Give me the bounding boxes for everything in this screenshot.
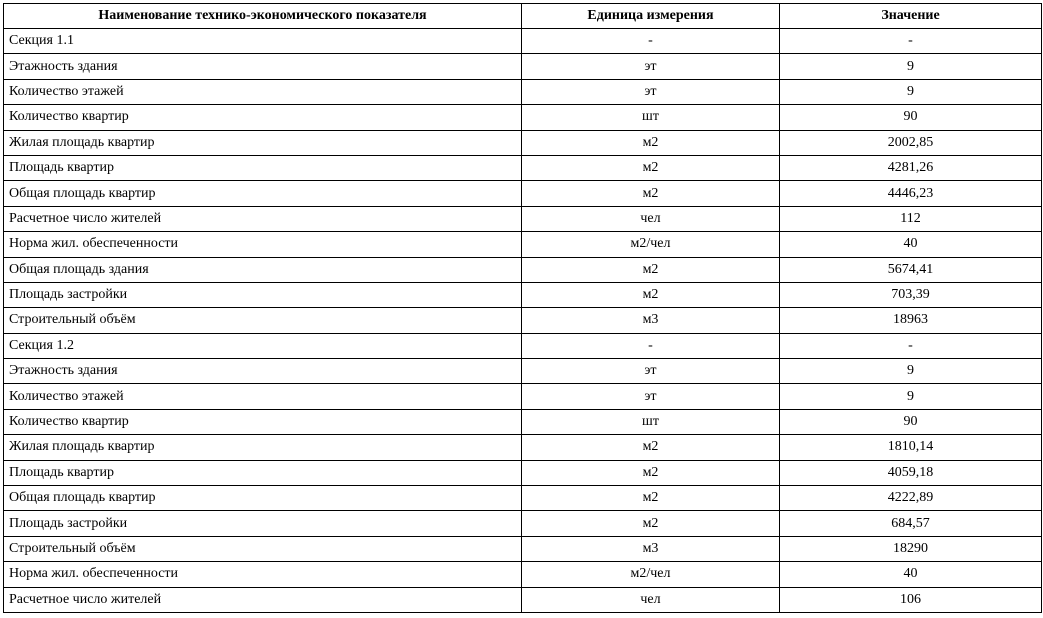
cell-unit: чел	[522, 206, 780, 231]
cell-value: 4059,18	[780, 460, 1042, 485]
cell-unit: м3	[522, 536, 780, 561]
table-row	[4, 282, 1042, 307]
table-row	[4, 333, 1042, 358]
cell-value: 684,57	[780, 511, 1042, 536]
cell-indicator-name: Общая площадь здания	[4, 257, 522, 282]
table-row	[4, 384, 1042, 409]
cell-value: 90	[780, 409, 1042, 434]
table-row	[4, 435, 1042, 460]
cell-indicator-name: Секция 1.1	[4, 29, 522, 54]
cell-unit: эт	[522, 359, 780, 384]
cell-value: 5674,41	[780, 257, 1042, 282]
cell-indicator-name: Общая площадь квартир	[4, 486, 522, 511]
cell-value: 2002,85	[780, 130, 1042, 155]
cell-indicator-name: Секция 1.2	[4, 333, 522, 358]
cell-unit: эт	[522, 384, 780, 409]
cell-indicator-name: Количество этажей	[4, 384, 522, 409]
table-row	[4, 486, 1042, 511]
table-row	[4, 29, 1042, 54]
cell-indicator-name: Количество квартир	[4, 409, 522, 434]
cell-indicator-name: Этажность здания	[4, 54, 522, 79]
table-row	[4, 105, 1042, 130]
table-row	[4, 155, 1042, 180]
cell-indicator-name: Жилая площадь квартир	[4, 130, 522, 155]
cell-indicator-name: Строительный объём	[4, 536, 522, 561]
cell-indicator-name: Количество этажей	[4, 79, 522, 104]
table-row	[4, 359, 1042, 384]
cell-value: 9	[780, 359, 1042, 384]
cell-value: 703,39	[780, 282, 1042, 307]
cell-unit: м2	[522, 155, 780, 180]
cell-value: 40	[780, 562, 1042, 587]
cell-indicator-name: Площадь застройки	[4, 511, 522, 536]
cell-indicator-name: Общая площадь квартир	[4, 181, 522, 206]
cell-value: -	[780, 29, 1042, 54]
cell-unit: эт	[522, 79, 780, 104]
table-row	[4, 232, 1042, 257]
cell-indicator-name: Жилая площадь квартир	[4, 435, 522, 460]
cell-unit: м2/чел	[522, 562, 780, 587]
cell-indicator-name: Площадь застройки	[4, 282, 522, 307]
cell-value: 9	[780, 54, 1042, 79]
cell-value: 90	[780, 105, 1042, 130]
cell-value: 4222,89	[780, 486, 1042, 511]
indicators-table	[3, 3, 1042, 613]
table-row	[4, 511, 1042, 536]
cell-indicator-name: Расчетное число жителей	[4, 206, 522, 231]
cell-unit: эт	[522, 54, 780, 79]
cell-indicator-name: Количество квартир	[4, 105, 522, 130]
cell-unit: м3	[522, 308, 780, 333]
table-row	[4, 206, 1042, 231]
table-row	[4, 257, 1042, 282]
table-header-row	[4, 4, 1042, 29]
cell-unit: шт	[522, 409, 780, 434]
cell-unit: м2	[522, 130, 780, 155]
cell-value: 4446,23	[780, 181, 1042, 206]
table-row	[4, 79, 1042, 104]
table-row	[4, 409, 1042, 434]
table-row	[4, 308, 1042, 333]
cell-unit: м2	[522, 460, 780, 485]
table-row	[4, 181, 1042, 206]
cell-unit: м2	[522, 486, 780, 511]
table-row	[4, 130, 1042, 155]
cell-unit: м2	[522, 511, 780, 536]
cell-unit: -	[522, 333, 780, 358]
table-row	[4, 587, 1042, 612]
cell-value: 106	[780, 587, 1042, 612]
cell-unit: чел	[522, 587, 780, 612]
cell-unit: м2	[522, 257, 780, 282]
cell-value: -	[780, 333, 1042, 358]
cell-indicator-name: Площадь квартир	[4, 155, 522, 180]
cell-value: 40	[780, 232, 1042, 257]
cell-value: 18290	[780, 536, 1042, 561]
cell-value: 9	[780, 79, 1042, 104]
table-body	[4, 29, 1042, 613]
cell-indicator-name: Площадь квартир	[4, 460, 522, 485]
table-row	[4, 536, 1042, 561]
table-row	[4, 562, 1042, 587]
cell-indicator-name: Расчетное число жителей	[4, 587, 522, 612]
cell-unit: м2	[522, 181, 780, 206]
header-indicator-name: Наименование технико-экономического показателя	[4, 4, 522, 29]
cell-unit: м2/чел	[522, 232, 780, 257]
cell-indicator-name: Строительный объём	[4, 308, 522, 333]
indicators-table-container	[3, 3, 1041, 613]
cell-value: 4281,26	[780, 155, 1042, 180]
cell-indicator-name: Норма жил. обеспеченности	[4, 562, 522, 587]
cell-value: 112	[780, 206, 1042, 231]
cell-unit: -	[522, 29, 780, 54]
header-unit: Единица измерения	[522, 4, 780, 29]
cell-value: 18963	[780, 308, 1042, 333]
cell-value: 1810,14	[780, 435, 1042, 460]
cell-indicator-name: Норма жил. обеспеченности	[4, 232, 522, 257]
cell-unit: м2	[522, 435, 780, 460]
table-row	[4, 460, 1042, 485]
cell-value: 9	[780, 384, 1042, 409]
cell-indicator-name: Этажность здания	[4, 359, 522, 384]
cell-unit: шт	[522, 105, 780, 130]
table-row	[4, 54, 1042, 79]
cell-unit: м2	[522, 282, 780, 307]
header-value: Значение	[780, 4, 1042, 29]
